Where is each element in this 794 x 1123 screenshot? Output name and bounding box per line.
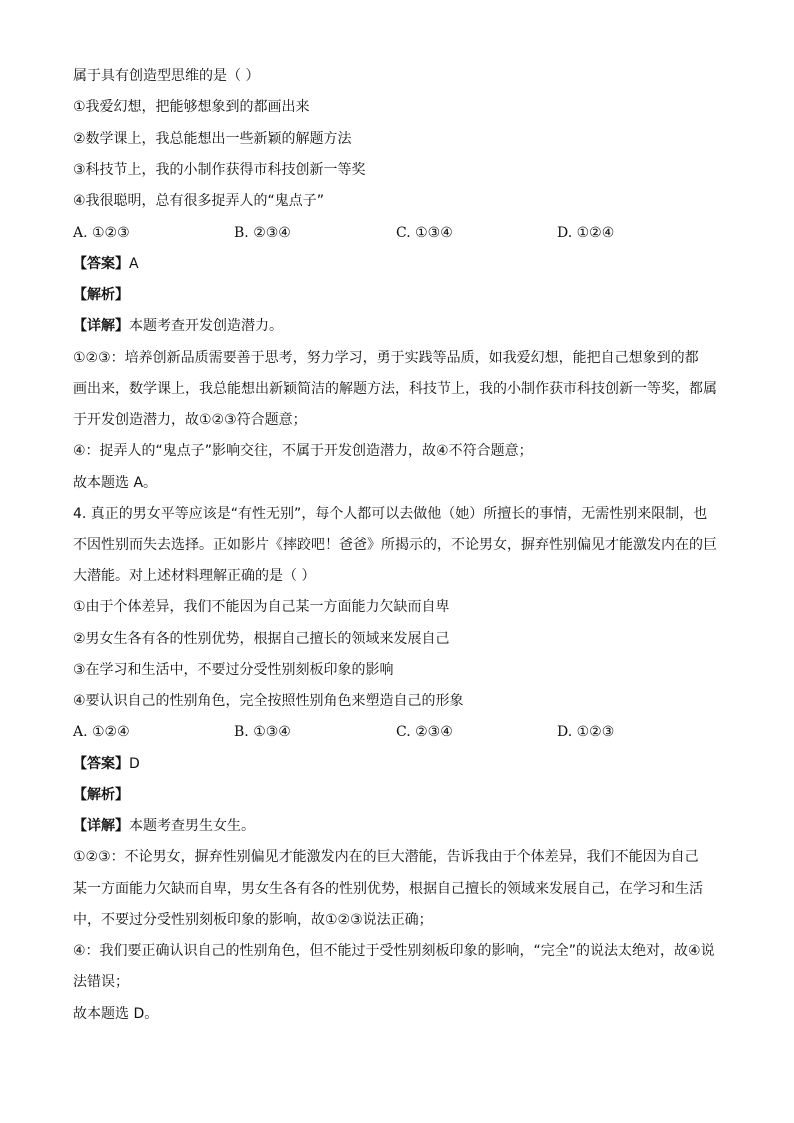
q4-stem-line-3: 大潜能。对上述材料理解正确的是（ ） — [73, 568, 316, 584]
q4-answer-value: D — [129, 756, 140, 772]
q4-detail-line — [73, 816, 255, 836]
q3-item-2: ②数学课上，我总能想出一些新颖的解题方法 — [73, 131, 352, 147]
q4-option-c: C. ②③④ — [396, 724, 453, 740]
q3-conclusion: 故本题选 A。 — [73, 475, 158, 491]
q4-analysis-tag: 【解析】 — [73, 787, 129, 803]
q4-conclusion: 故本题选 D。 — [73, 1006, 159, 1022]
q3-answer-line — [73, 254, 139, 274]
q3-analysis-line — [73, 285, 129, 305]
q4-answer-tag: 【答案】 — [73, 756, 129, 772]
q3-answer-tag: 【答案】 — [73, 256, 129, 272]
q4-option-a: A. ①②④ — [73, 724, 130, 740]
q3-option-b: B. ②③④ — [234, 225, 291, 241]
q4-explanation-line-4: ④：我们要正确认识自己的性别角色，但不能过于受性别刻板印象的影响，“完全”的说法太绝对，故④说 — [73, 943, 715, 959]
q4-stem-line-2: 不因性别而失去选择。正如影片《摔跤吧！爸爸》所揭示的，不论男女，摒弃性别偏见才能激发内在的巨 — [73, 537, 717, 553]
q4-stem-line-1: 4. 真正的男女平等应该是“有性无别”，每个人都可以去做他（她）所擅长的事情，无需性别来限制，也 — [73, 506, 708, 522]
q3-option-c: C. ①③④ — [396, 225, 453, 241]
q3-explanation-line-1: ①②③：培养创新品质需要善于思考，努力学习，勇于实践等品质，如我爱幻想，能把自己想象到的都 — [73, 350, 699, 366]
q3-option-a: A. ①②③ — [73, 225, 130, 241]
q3-item-4: ④我很聪明，总有很多捉弄人的“鬼点子” — [73, 193, 325, 209]
q3-detail-tag: 【详解】 — [73, 318, 129, 334]
q4-explanation-line-2: 某一方面能力欠缺而自卑，男女生各有各的性别优势，根据自己擅长的领域来发展自己，在学习和生活 — [73, 881, 703, 897]
q4-item-4: ④要认识自己的性别角色，完全按照性别角色来塑造自己的形象 — [73, 693, 464, 709]
q3-analysis-tag: 【解析】 — [73, 287, 129, 303]
q3-item-3: ③科技节上，我的小制作获得市科技创新一等奖 — [73, 162, 366, 178]
q4-analysis-line — [73, 785, 129, 805]
q4-item-3: ③在学习和生活中，不要过分受性别刻板印象的影响 — [73, 662, 394, 678]
q4-option-b: B. ①③④ — [234, 724, 291, 740]
q4-explanation-line-1: ①②③：不论男女，摒弃性别偏见才能激发内在的巨大潜能，告诉我由于个体差异，我们不能因为自己 — [73, 849, 699, 865]
q3-option-d: D. ①②④ — [557, 225, 615, 241]
q4-explanation-line-5: 法错误； — [73, 974, 129, 990]
q3-item-1: ①我爱幻想，把能够想象到的都画出来 — [73, 99, 310, 115]
q3-explanation-line-2: 画出来，数学课上，我总能想出新颖简洁的解题方法，科技节上，我的小制作获市科技创新一等奖，都属 — [73, 381, 717, 397]
q4-item-2: ②男女生各有各的性别优势，根据自己擅长的领域来发展自己 — [73, 631, 450, 647]
q4-detail-tag: 【详解】 — [73, 818, 129, 834]
q3-stem: 属于具有创造型思维的是（ ） — [73, 68, 260, 84]
q3-detail-line — [73, 316, 283, 336]
q3-detail-text: 本题考查开发创造潜力。 — [129, 318, 283, 334]
q4-answer-line — [73, 754, 140, 774]
q3-answer-value: A — [129, 256, 139, 272]
q4-detail-text: 本题考查男生女生。 — [129, 818, 255, 834]
q4-option-d: D. ①②③ — [557, 724, 615, 740]
q3-explanation-line-3: 于开发创造潜力，故①②③符合题意； — [73, 412, 307, 428]
q4-item-1: ①由于个体差异，我们不能因为自己某一方面能力欠缺而自卑 — [73, 599, 450, 615]
q4-explanation-line-3: 中，不要过分受性别刻板印象的影响，故①②③说法正确； — [73, 912, 433, 928]
q3-explanation-line-4: ④：捉弄人的“鬼点子”影响交往，不属于开发创造潜力，故④不符合题意； — [73, 443, 533, 459]
